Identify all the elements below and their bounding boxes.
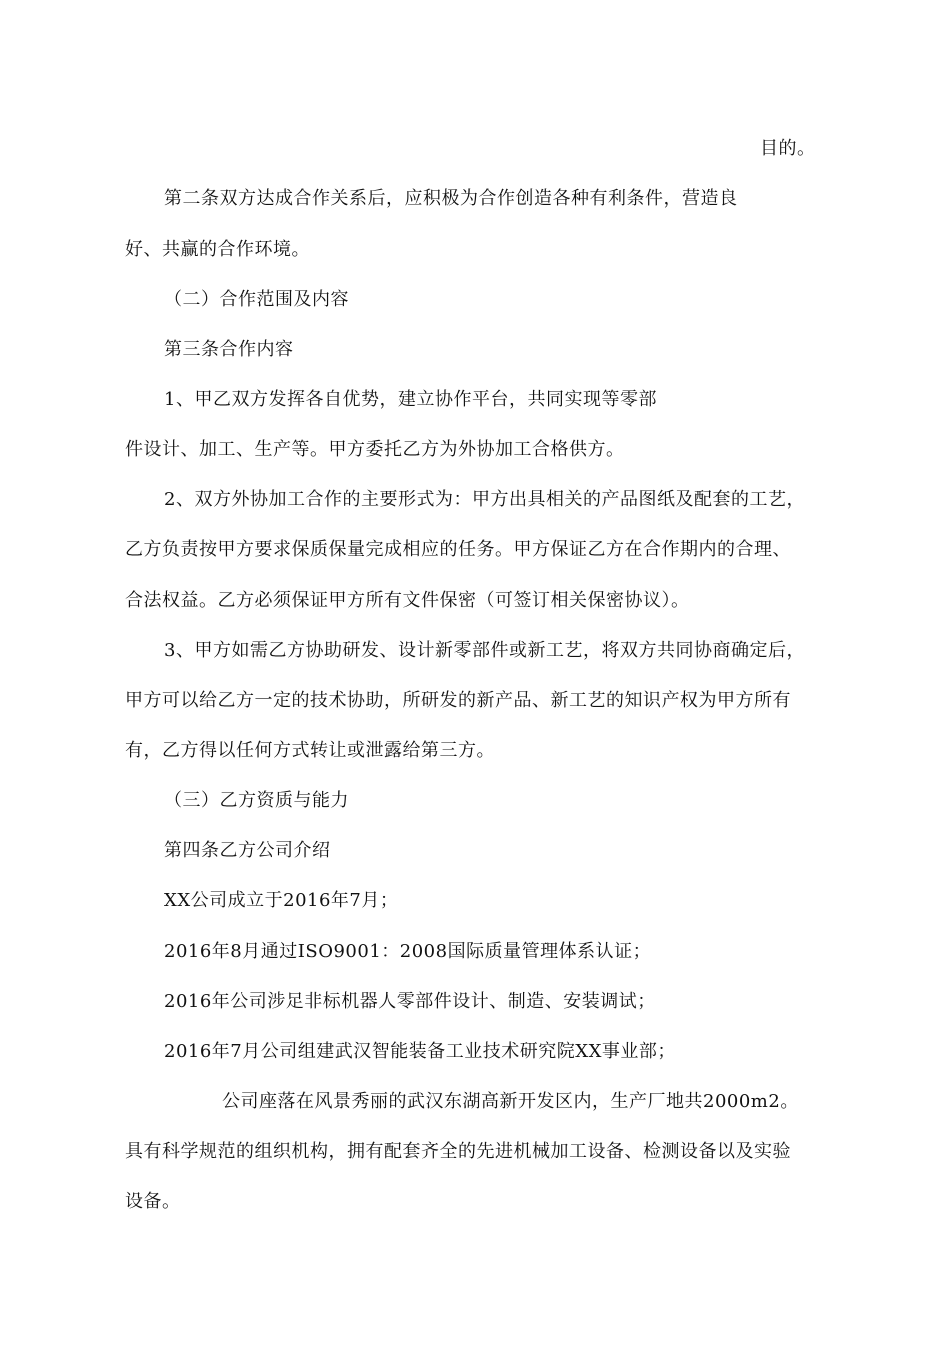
text-line: 设备。	[125, 1191, 181, 1212]
text-line: 第二条双方达成合作关系后，应积极为合作创造各种有利条件，营造良	[164, 188, 738, 209]
article-heading: 第三条合作内容	[164, 339, 294, 360]
text-line: 甲方可以给乙方一定的技术协助，所研发的新产品、新工艺的知识产权为甲方所有	[125, 690, 791, 711]
text-line: 公司座落在风景秀丽的武汉东湖高新开发区内，生产厂地共2000m2。	[222, 1091, 799, 1112]
text-line: 合法权益。乙方必须保证甲方所有文件保密（可签订相关保密协议）。	[125, 590, 690, 611]
text-line: 目的。	[760, 138, 816, 159]
text-line: XX公司成立于2016年7月；	[164, 890, 399, 911]
article-heading: 第四条乙方公司介绍	[164, 840, 331, 861]
text-line: 2016年公司涉足非标机器人零部件设计、制造、安装调试；	[164, 991, 656, 1012]
text-line: 1、甲乙双方发挥各自优势，建立协作平台，共同实现等零部	[164, 389, 657, 410]
text-line: 2016年8月通过ISO9001：2008国际质量管理体系认证；	[164, 941, 652, 962]
text-line: 有，乙方得以任何方式转让或泄露给第三方。	[125, 740, 495, 761]
text-line: 2016年7月公司组建武汉智能装备工业技术研究院XX事业部；	[164, 1041, 676, 1062]
text-line: 好、共赢的合作环境。	[125, 239, 310, 260]
section-heading: （三）乙方资质与能力	[164, 790, 349, 811]
section-heading: （二）合作范围及内容	[164, 289, 349, 310]
text-line: 3、甲方如需乙方协助研发、设计新零部件或新工艺，将双方共同协商确定后，	[164, 640, 805, 661]
text-line: 2、双方外协加工合作的主要形式为：甲方出具相关的产品图纸及配套的工艺，	[164, 489, 805, 510]
text-line: 具有科学规范的组织机构，拥有配套齐全的先进机械加工设备、检测设备以及实验	[125, 1141, 791, 1162]
text-line: 乙方负责按甲方要求保质保量完成相应的任务。甲方保证乙方在合作期内的合理、	[125, 539, 791, 560]
text-line: 件设计、加工、生产等。甲方委托乙方为外协加工合格供方。	[125, 439, 625, 460]
